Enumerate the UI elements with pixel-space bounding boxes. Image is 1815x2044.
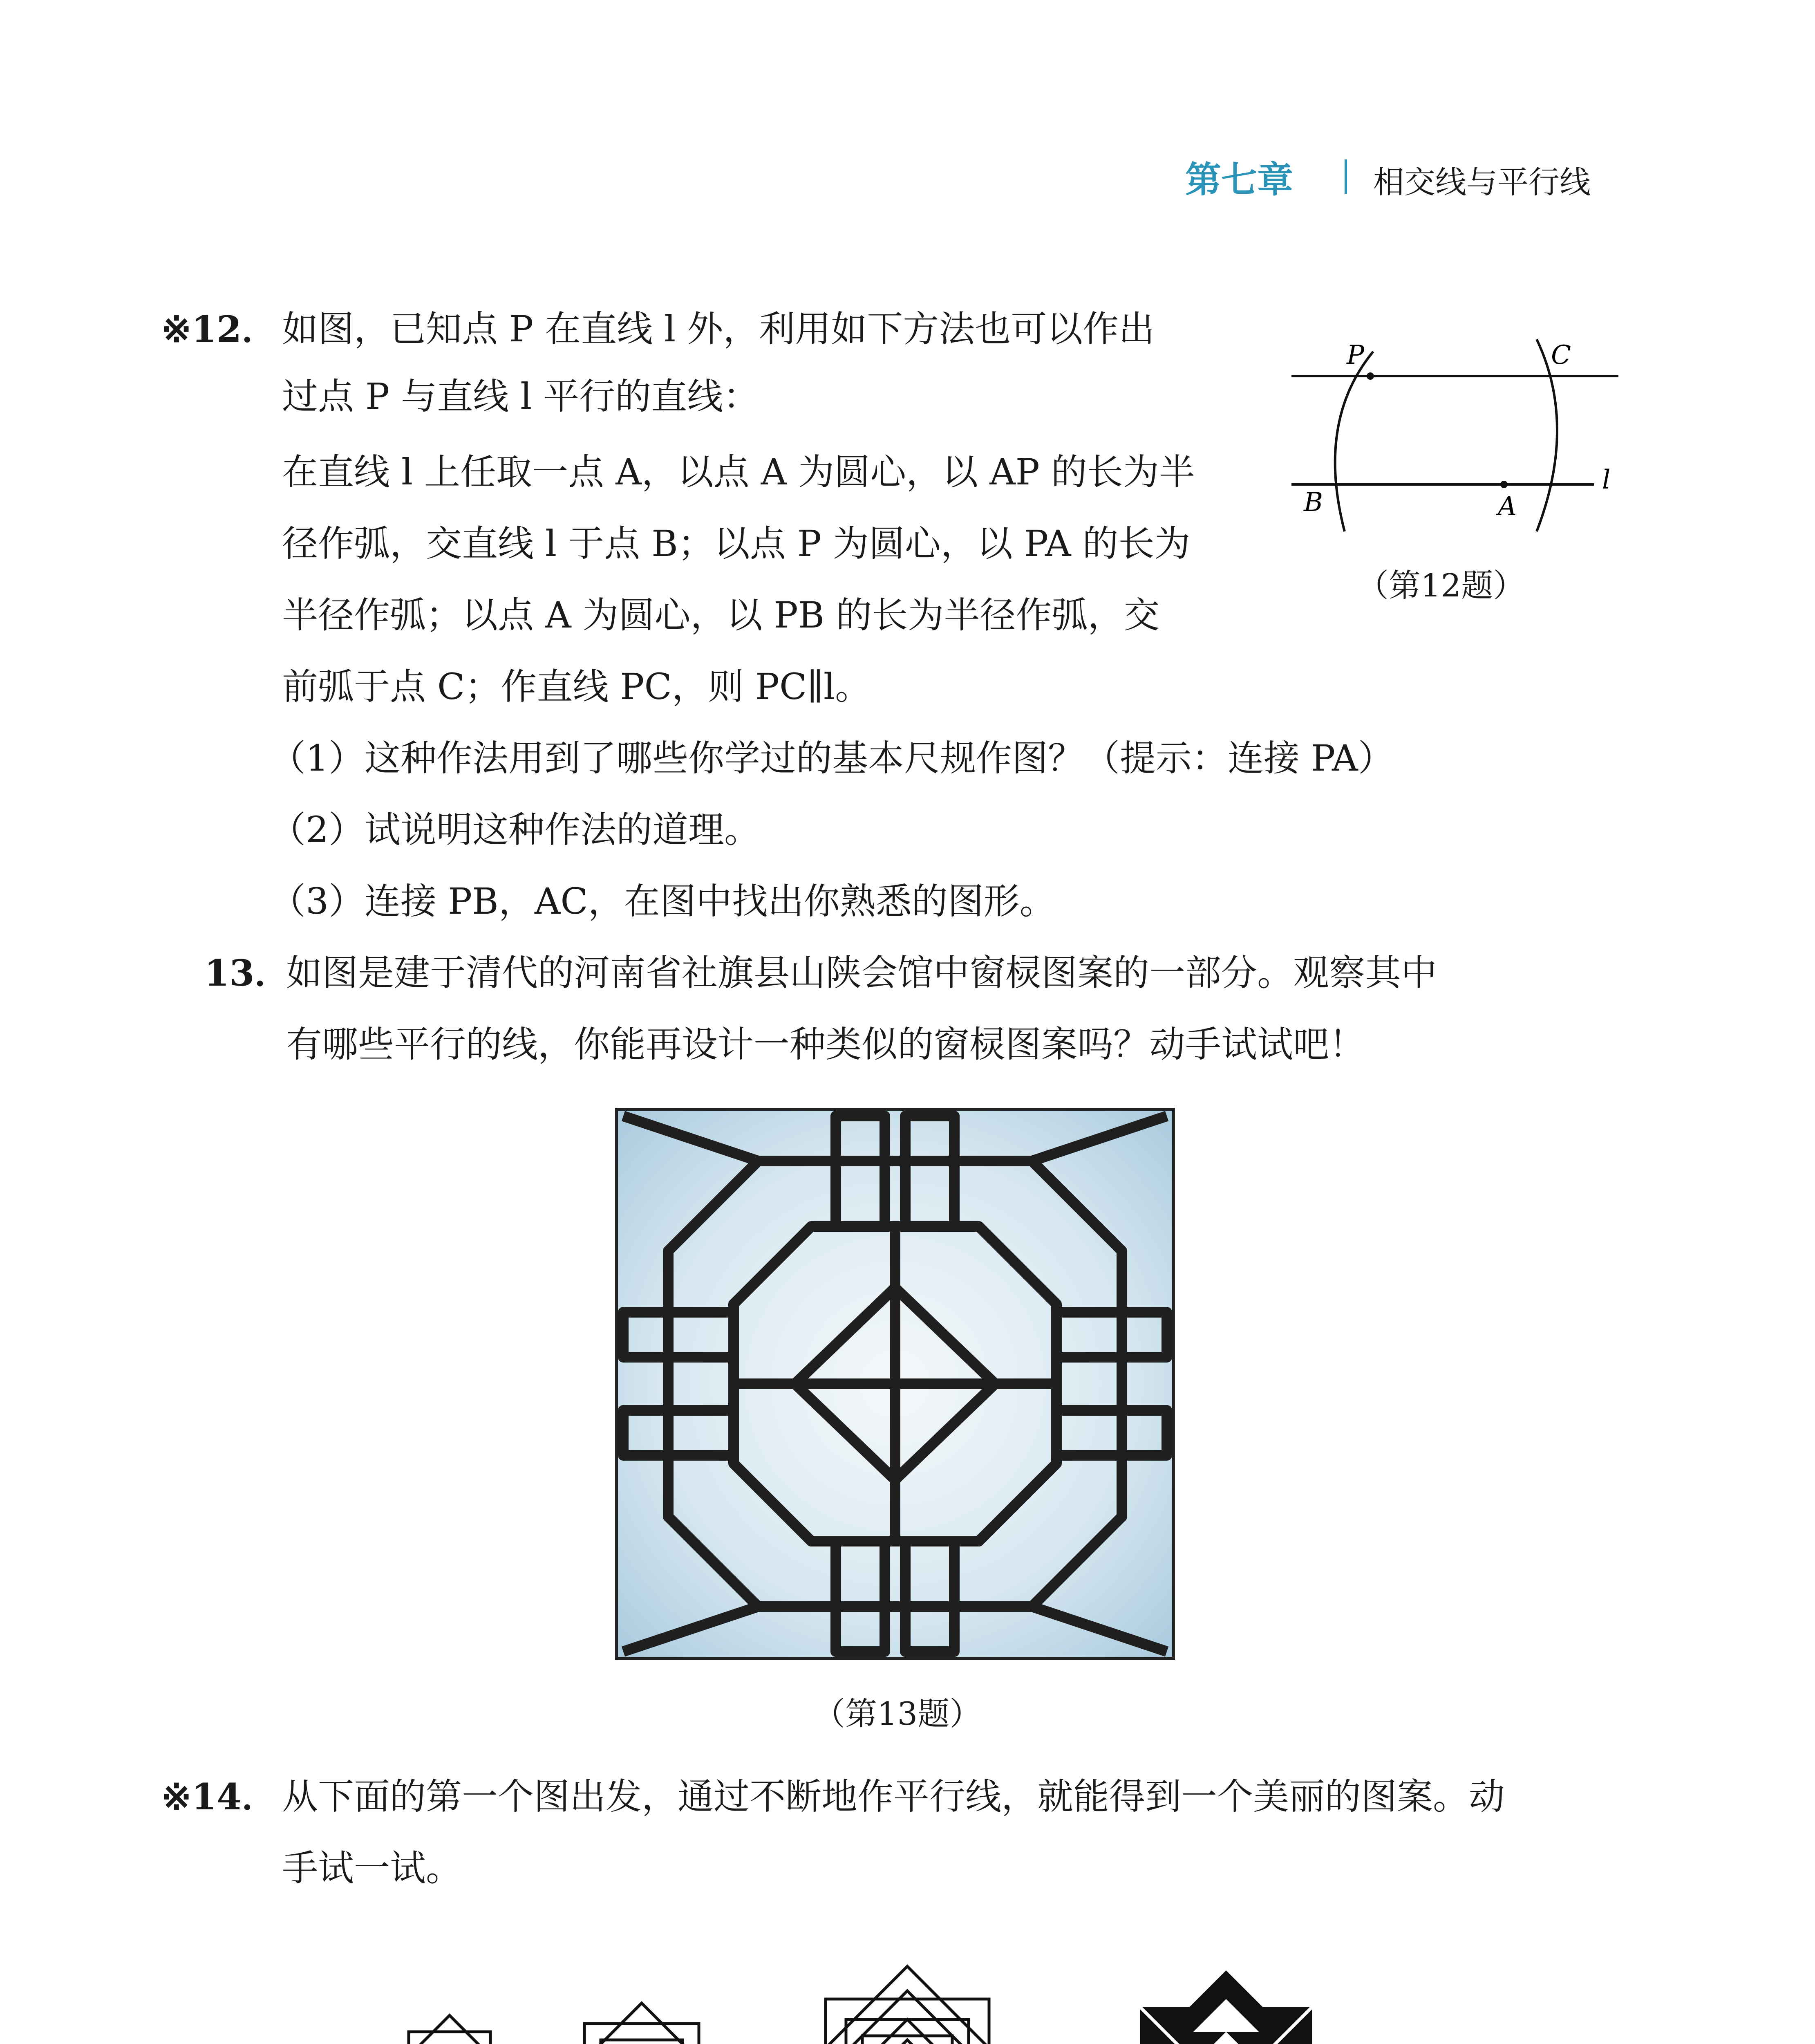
q12-line-1: 如图，已知点 P 在直线 l 外，利用如下方法也可以作出: [282, 308, 1155, 350]
q13-line-2: 有哪些平行的线，你能再设计一种类似的窗棂图案吗？动手试试吧！: [286, 1023, 1365, 1065]
q12-sub-3: （3）连接 PB，AC，在图中找出你熟悉的图形。: [270, 880, 1056, 922]
q13-caption: （第13题）: [813, 1696, 982, 1732]
q14-figure-1: [380, 2003, 519, 2044]
arc-b: [1335, 352, 1373, 531]
label-a: A: [1498, 491, 1517, 522]
q12-line-6: 前弧于点 C；作直线 PC，则 PC∥l。: [282, 666, 871, 708]
q14-figure-3: [777, 1958, 1038, 2044]
q12-sub-2: （2）试说明这种作法的道理。: [270, 809, 760, 851]
q12-line-5: 半径作弧；以点 A 为圆心，以 PB 的长为半径作弧，交: [282, 594, 1160, 636]
q14-line-2: 手试一试。: [282, 1847, 462, 1889]
q13-lattice-figure: [615, 1108, 1175, 1660]
label-l: l: [1602, 465, 1611, 495]
q13-line-1: 如图是建于清代的河南省社旗县山陕会馆中窗棂图案的一部分。观察其中: [286, 952, 1437, 994]
q12-line-2: 过点 P 与直线 l 平行的直线：: [282, 375, 759, 417]
q14-line-1: 从下面的第一个图出发，通过不断地作平行线，就能得到一个美丽的图案。动: [282, 1775, 1505, 1818]
q12-line-4: 径作弧，交直线 l 于点 B；以点 P 为圆心，以 PA 的长为: [282, 522, 1191, 565]
q12-caption: （第12题）: [1357, 567, 1525, 604]
q12-sub-1: （1）这种作法用到了哪些你学过的基本尺规作图？（提示：连接 PA）: [270, 737, 1394, 779]
q12-line-3: 在直线 l 上任取一点 A，以点 A 为圆心，以 AP 的长为半: [282, 451, 1195, 493]
point-p: [1367, 372, 1374, 380]
label-b: B: [1304, 487, 1323, 518]
label-c: C: [1551, 340, 1571, 370]
q14-number: ※14．: [161, 1775, 278, 1818]
q14-figure-4: [1095, 1962, 1357, 2044]
header-separator: [1345, 159, 1347, 194]
label-p: P: [1347, 340, 1365, 370]
q14-figure-2: [548, 1987, 736, 2044]
q12-number: ※12．: [161, 308, 278, 350]
point-a: [1500, 481, 1508, 488]
q13-number: 13．: [204, 952, 291, 994]
chapter-label: 第七章: [1185, 159, 1294, 201]
q12-figure: [1275, 327, 1635, 540]
chapter-title: 相交线与平行线: [1373, 164, 1591, 200]
